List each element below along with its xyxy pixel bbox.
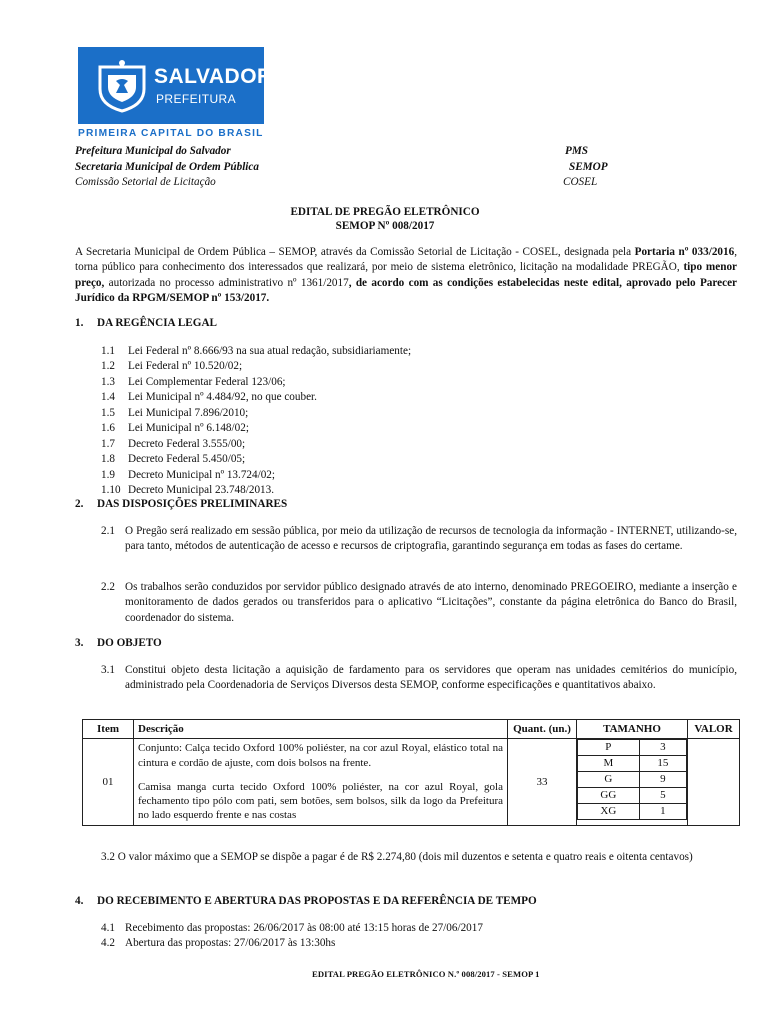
size-row <box>578 772 687 788</box>
cell-tamanho <box>577 739 688 825</box>
list-item-number: 1.6 <box>101 422 115 435</box>
header-secretaria-abbr: SEMOP <box>569 160 608 173</box>
list-item-text: Lei Complementar Federal 123/06; <box>128 375 286 388</box>
document-title <box>75 205 695 233</box>
column-header-descricao: Descrição <box>134 720 508 739</box>
intro-text-1: A Secretaria Municipal de Ordem Pública – SEMOP, através da Comissão Setorial de Licitação - COSEL, designada pela <box>75 246 635 258</box>
list-item <box>101 406 411 421</box>
header-org: Prefeitura Municipal do Salvador <box>75 145 231 157</box>
section-2-heading <box>75 497 287 512</box>
list-item-number: 1.4 <box>101 391 115 404</box>
title-line-1: EDITAL DE PREGÃO ELETRÔNICO <box>290 206 480 218</box>
cell-valor <box>688 739 740 825</box>
list-item-text: Decreto Federal 3.555/00; <box>128 437 246 450</box>
sizes-table <box>577 739 687 820</box>
document-header <box>75 144 635 191</box>
item-text: Recebimento das propostas: 26/06/2017 às 08:00 até 13:15 horas de 27/06/2017 <box>125 922 483 934</box>
list-item-text: Lei Municipal nº 6.148/02; <box>128 422 249 435</box>
size-qty: 3 <box>639 740 686 756</box>
section-title: DO OBJETO <box>97 637 162 649</box>
item-text: O Pregão será realizado em sessão pública, por meio da utilização de recursos de tecnologia da informação - INTERNET, utilizando-se, para tanto, métodos de autenticação de acesso e recursos de criptografia, garantindo segurança em todas as fases do certame. <box>125 525 737 553</box>
section-number: 4. <box>75 895 84 907</box>
intro-condicoes: , de acordo com as condições estabelecidas neste edital, aprovado pelo Parecer Jurídico da RPGM/SEMOP nº 153/2017. <box>75 276 738 305</box>
column-header-tamanho: TAMANHO <box>577 720 688 739</box>
size-label: P <box>578 740 640 756</box>
section-title: DA REGÊNCIA LEGAL <box>97 317 217 329</box>
section-title: DAS DISPOSIÇÕES PRELIMINARES <box>97 498 288 510</box>
list-item-number: 1.3 <box>101 375 115 388</box>
list-item-text: Lei Municipal 7.896/2010; <box>128 406 249 419</box>
laws-list <box>101 344 411 499</box>
title-line-2: SEMOP Nº 008/2017 <box>335 220 435 232</box>
size-row <box>578 756 687 772</box>
list-item <box>101 375 411 390</box>
list-item-text: Lei Federal nº 8.666/93 na sua atual redação, subsidiariamente; <box>128 345 412 357</box>
coat-of-arms-icon <box>94 59 150 113</box>
size-qty: 9 <box>639 772 686 788</box>
section-number: 1. <box>75 317 84 329</box>
list-item <box>101 437 411 452</box>
cell-quant: 33 <box>508 739 577 825</box>
list-item <box>101 421 411 436</box>
item-number: 4.1 <box>101 922 115 934</box>
section-number: 3. <box>75 637 84 649</box>
desc-conjunto: Conjunto: Calça tecido Oxford 100% poliéster, na cor azul Royal, elástico total na cintura e cordão de ajuste, com dois bolsos na frente. <box>138 742 503 769</box>
intro-text-2: , torna público para conhecimento dos interessados que realizará, por meio de sistema eletrônico, licitação na modalidade PREGÃO, <box>75 246 737 274</box>
logo-name: SALVADOR <box>154 65 273 88</box>
table-row <box>83 739 740 825</box>
intro-paragraph <box>75 245 737 307</box>
size-row <box>578 804 687 820</box>
page-footer: EDITAL PREGÃO ELETRÔNICO N.º 008/2017 - SEMOP 1 <box>312 969 540 979</box>
header-comissao: Comissão Setorial de Licitação <box>75 176 216 189</box>
list-item-number: 1.10 <box>101 484 121 497</box>
prelim-item-2-2 <box>101 580 737 626</box>
size-qty: 15 <box>639 756 686 772</box>
header-secretaria: Secretaria Municipal de Ordem Pública <box>75 160 259 173</box>
list-item-text: Decreto Municipal 23.748/2013. <box>128 484 275 497</box>
item-number: 2.1 <box>101 525 115 537</box>
list-item <box>101 344 411 359</box>
item-number: 2.2 <box>101 581 115 593</box>
list-item-number: 1.1 <box>101 345 115 357</box>
list-item <box>101 390 411 405</box>
size-row <box>578 788 687 804</box>
logo-tagline: PRIMEIRA CAPITAL DO BRASIL <box>78 128 264 139</box>
list-item <box>101 468 411 483</box>
prefeitura-logo <box>78 47 273 124</box>
section-number: 2. <box>75 498 84 510</box>
section-title: DO RECEBIMENTO E ABERTURA DAS PROPOSTAS E DA REFERÊNCIA DE TEMPO <box>97 895 537 907</box>
list-item-text: Decreto Federal 5.450/05; <box>128 453 246 466</box>
size-label: GG <box>578 788 640 804</box>
item-text: Abertura das propostas: 27/06/2017 às 13:30hs <box>125 937 336 949</box>
item-number: 4.2 <box>101 937 115 949</box>
list-item-number: 1.5 <box>101 406 115 419</box>
section-4-heading <box>75 894 537 909</box>
items-table <box>82 719 740 826</box>
propostas-item-4-1 <box>101 921 737 936</box>
size-label: M <box>578 756 640 772</box>
cell-item: 01 <box>83 739 134 825</box>
logo-subtitle: PREFEITURA <box>156 92 237 106</box>
list-item <box>101 359 411 374</box>
table-header-row <box>83 720 740 739</box>
cell-descricao <box>134 739 508 825</box>
propostas-item-4-2 <box>101 936 737 951</box>
desc-camisa: Camisa manga curta tecido Oxford 100% poliéster, na cor azul Royal, gola fechamento tipo pólo com pati, sem botões, sem bolsos, silk da logo da Prefeitura no lado esquerdo frente e nas costas <box>138 780 503 822</box>
item-number: 3.1 <box>101 664 115 676</box>
intro-portaria: Portaria nº 033/2016 <box>634 246 735 258</box>
section-3-heading <box>75 636 162 651</box>
header-org-abbr: PMS <box>565 145 589 157</box>
item-text: Os trabalhos serão conduzidos por servidor público designado através de ato interno, denominado PREGOEIRO, mediante a inserção e monitoramento de dados gerados ou transferidos para o aplicativo “Licitações”, constante da página eletrônica do Banco do Brasil, coordenador do sistema. <box>125 581 737 624</box>
list-item-number: 1.2 <box>101 360 115 373</box>
list-item-text: Lei Municipal nº 4.484/92, no que couber. <box>128 391 317 404</box>
column-header-quant: Quant. (un.) <box>508 720 577 739</box>
intro-text-3: autorizada no processo administrativo nº 1361/2017 <box>104 276 349 289</box>
objeto-item-3-2: 3.2 O valor máximo que a SEMOP se dispõe a pagar é de R$ 2.274,80 (dois mil duzentos e setenta e quatro reais e oitenta centavos) <box>101 851 693 863</box>
list-item-number: 1.8 <box>101 453 115 466</box>
list-item-text: Lei Federal nº 10.520/02; <box>128 360 243 373</box>
size-label: G <box>578 772 640 788</box>
size-qty: 1 <box>639 804 686 820</box>
column-header-item: Item <box>83 720 134 739</box>
list-item <box>101 452 411 467</box>
list-item-number: 1.7 <box>101 437 115 450</box>
objeto-item-3-1 <box>101 663 737 694</box>
size-label: XG <box>578 804 640 820</box>
section-1-heading <box>75 316 217 331</box>
size-row <box>578 740 687 756</box>
column-header-valor: VALOR <box>688 720 740 739</box>
item-text: Constitui objeto desta licitação a aquisição de fardamento para os servidores que operam nas unidades cemitérios do município, administrado pela Coordenadoria de Serviços Diversos desta SEMOP, conforme especificações e quantitativos abaixo. <box>125 664 737 692</box>
header-comissao-abbr: COSEL <box>563 176 598 189</box>
prelim-item-2-1 <box>101 524 737 555</box>
intro-tipo: tipo menor preço, <box>75 261 737 289</box>
size-qty: 5 <box>639 788 686 804</box>
list-item-number: 1.9 <box>101 468 115 481</box>
list-item-text: Decreto Municipal nº 13.724/02; <box>128 468 276 481</box>
